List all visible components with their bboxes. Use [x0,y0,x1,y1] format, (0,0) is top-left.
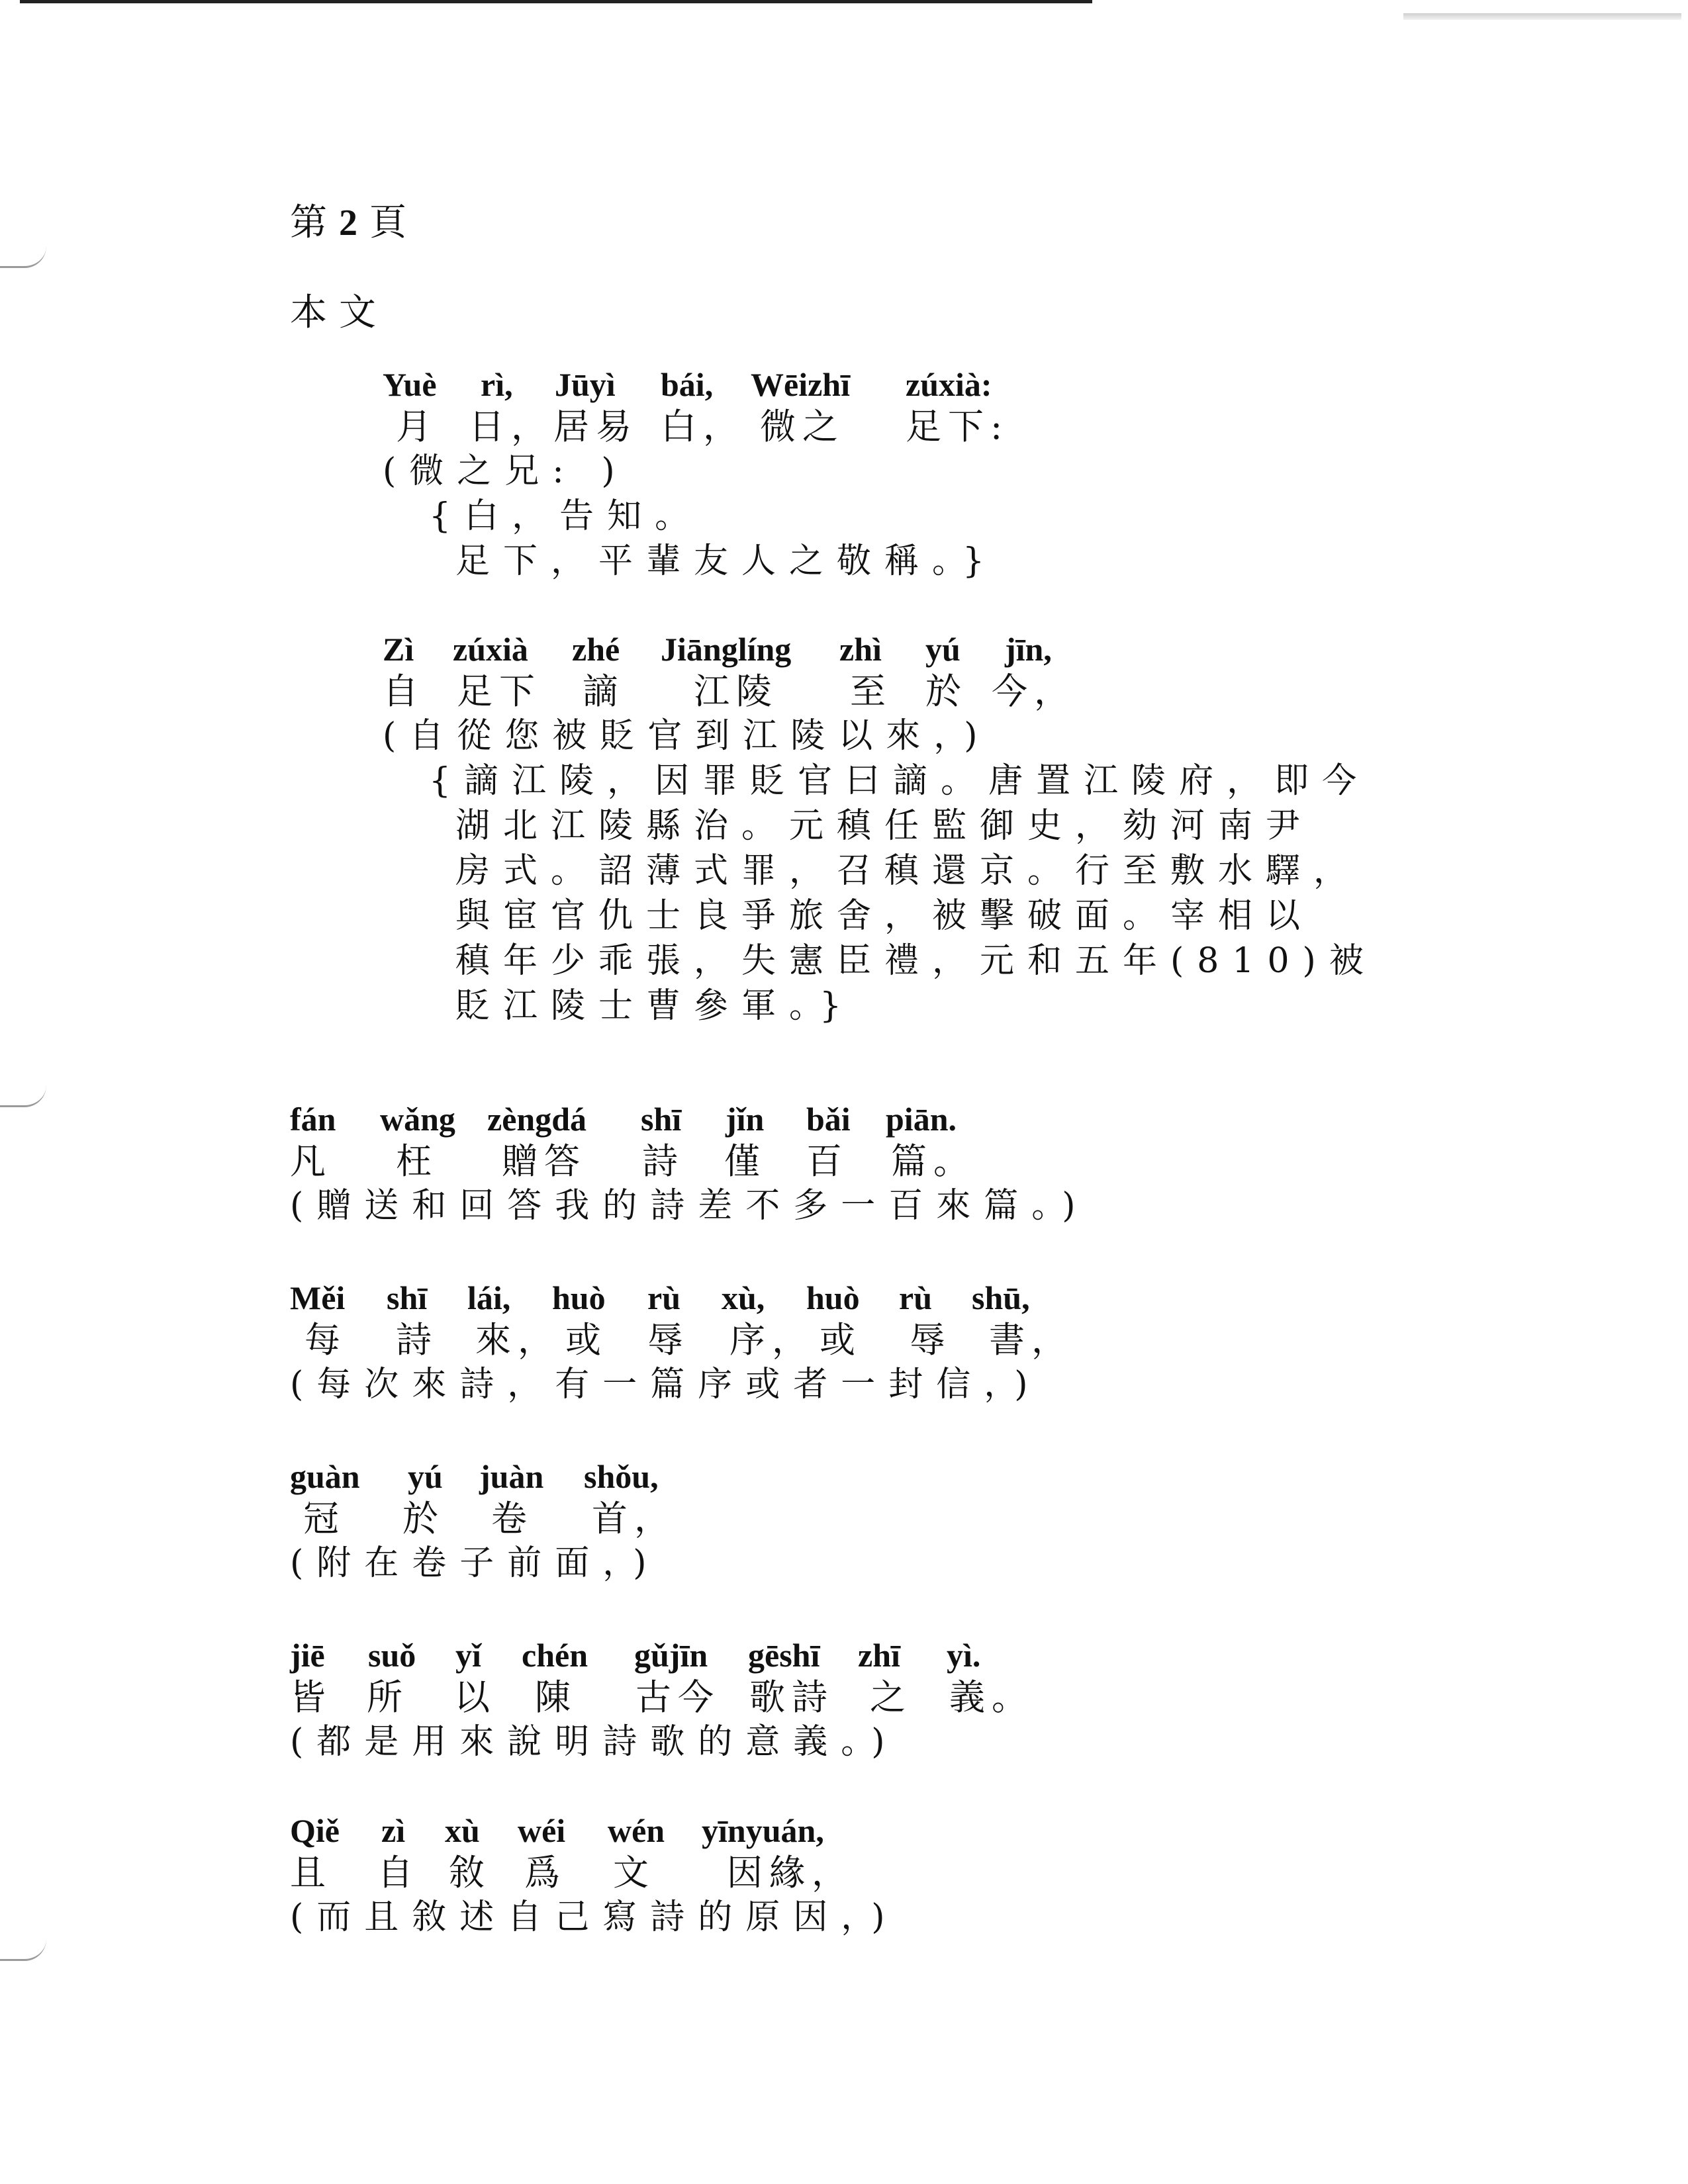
hanzi-word: 且 [290,1852,332,1893]
pinyin-line [383,364,1376,405]
translation-line: (贈送和回答我的詩差不多一百來篇。) [290,1186,1089,1226]
pinyin-syllable: piān. [886,1101,957,1138]
pinyin-syllable: Měi [290,1279,346,1316]
translation-line: (自從您被貶官到江陵以來，) [383,716,991,756]
hanzi-word: 首， [592,1498,677,1539]
stanza-7 [290,1810,1415,1940]
pinyin-syllable: shī [641,1101,682,1138]
hanzi-word: 或 [820,1319,862,1361]
hanzi-word: 陳 [535,1676,577,1718]
hanzi-word: 謫 [583,670,625,712]
scan-edge-shadow [1403,13,1681,20]
pinyin-syllable: zì [381,1812,406,1849]
pinyin-line [290,1810,1415,1851]
hanzi-word: 今， [992,670,1076,712]
pinyin-line [290,1456,1415,1497]
hanzi-word: 日，居易 [469,406,638,447]
pinyin-syllable: Zì [383,631,414,668]
hanzi-word: 月 [396,406,438,447]
pinyin-line [290,1277,1415,1318]
pinyin-syllable: gēshī [748,1637,820,1674]
pinyin-syllable: shǒu, [584,1458,659,1495]
hanzi-line [290,1140,1415,1183]
section-title: 本文 [290,291,388,334]
pinyin-syllable: yú [408,1458,443,1495]
hanzi-word: 以 [454,1676,496,1718]
pinyin-syllable: rù [899,1279,932,1316]
hanzi-word: 贈答 [502,1140,586,1182]
hanzi-word: 於 [402,1498,445,1539]
page-label-suffix: 頁 [369,201,418,244]
hanzi-word: 足下 [457,670,541,712]
stanza-6 [290,1635,1415,1764]
pinyin-syllable: zhī [858,1637,900,1674]
pinyin-syllable: yì. [947,1637,981,1674]
pinyin-syllable: suǒ [368,1637,416,1674]
hanzi-word: 辱 [647,1319,690,1361]
translation-line: (附在卷子前面，) [290,1543,660,1583]
pinyin-syllable: zhì [839,631,882,668]
pinyin-syllable: xù, [722,1279,765,1316]
hanzi-word: 古今 [635,1676,720,1718]
hanzi-word: 爲 [524,1852,567,1893]
pinyin-syllable: yú [925,631,961,668]
pinyin-syllable: Yuè [383,366,437,403]
hanzi-word: 因緣， [727,1852,854,1893]
pinyin-syllable: fán [290,1101,336,1138]
stanza-2 [383,629,1376,1028]
hanzi-word: 凡 [290,1140,332,1182]
pinyin-syllable: rì, [481,366,513,403]
translation-line: (而且敘述自己寫詩的原因，) [290,1897,898,1937]
page-number: 2 [339,203,369,244]
hanzi-word: 微之 [760,406,845,447]
hanzi-line [383,405,1376,449]
stanza-4 [290,1277,1415,1407]
hanzi-word: 來， [475,1319,560,1361]
hanzi-word: 枉 [396,1140,438,1182]
pinyin-syllable: zúxià [453,631,528,668]
punch-hole-mark [0,1939,46,1961]
page-label-prefix: 第 [290,201,339,244]
pinyin-syllable: Qiě [290,1812,340,1849]
pinyin-syllable: chén [522,1637,588,1674]
hanzi-word: 自 [377,1852,420,1893]
translation-line: (每次來詩，有一篇序或者一封信，) [290,1365,1041,1404]
hanzi-word: 序， [729,1319,814,1361]
pinyin-syllable: yīnyuán, [702,1812,824,1849]
pinyin-syllable: Jiānglíng [661,631,792,668]
hanzi-word: 自 [383,670,425,712]
pinyin-syllable: Wēizhī [751,366,850,403]
pinyin-syllable: wén [608,1812,665,1849]
hanzi-word: 冠 [303,1498,346,1539]
hanzi-word: 每 [305,1319,347,1361]
pinyin-syllable: rù [647,1279,680,1316]
translation-line: (微之兄: ) [383,451,628,491]
hanzi-word: 書， [989,1319,1074,1361]
note-line: 足下，平輩友人之敬稱。} [455,541,998,581]
hanzi-word: 義。 [949,1676,1034,1718]
note-line: 稹年少乖張，失憲臣禮，元和五年(810)被 [455,941,1377,981]
hanzi-word: 詩 [396,1319,438,1361]
pinyin-syllable: zhé [572,631,620,668]
hanzi-word: 詩 [642,1140,684,1182]
note-line: 湖北江陵縣治。元稹任監御史，劾河南尹 [455,806,1314,846]
hanzi-word: 或 [565,1319,608,1361]
hanzi-line [290,1851,1415,1895]
stanza-5 [290,1456,1415,1586]
hanzi-word: 江陵 [694,670,778,712]
note-line: 與宦官仇士良爭旅舍，被擊破面。宰相以 [455,896,1314,936]
hanzi-word: 文 [613,1852,655,1893]
note-line: {白，告知。 [429,496,703,536]
pinyin-syllable: jǐn [726,1101,765,1138]
hanzi-word: 皆 [290,1676,332,1718]
pinyin-syllable: zúxià: [906,366,992,403]
hanzi-line [383,670,1376,713]
pinyin-syllable: gǔjīn [634,1637,708,1674]
pinyin-syllable: xù [445,1812,480,1849]
hanzi-line [290,1318,1415,1362]
scan-edge-top [20,0,1092,3]
hanzi-word: 白， [661,406,745,447]
stanza-1 [383,364,1376,584]
pinyin-line [383,629,1376,670]
pinyin-syllable: lái, [467,1279,511,1316]
pinyin-syllable: huò [806,1279,860,1316]
pinyin-line [290,1099,1415,1140]
pinyin-syllable: Jūyì [555,366,616,403]
hanzi-word: 所 [367,1676,409,1718]
hanzi-word: 僅 [724,1140,767,1182]
hanzi-word: 至 [850,670,892,712]
pinyin-syllable: wǎng [380,1101,455,1138]
note-line: 貶江陵士曹參軍。} [455,986,855,1026]
pinyin-syllable: zèngdá [487,1101,586,1138]
pinyin-syllable: huò [552,1279,606,1316]
pinyin-syllable: shū, [972,1279,1030,1316]
punch-hole-mark [0,1085,46,1107]
pinyin-syllable: bái, [661,366,714,403]
hanzi-word: 足下: [906,406,1009,447]
pinyin-syllable: juàn [479,1458,544,1495]
hanzi-word: 百 [806,1140,849,1182]
translation-line: (都是用來說明詩歌的意義。) [290,1722,898,1762]
pinyin-syllable: wéi [518,1812,566,1849]
pinyin-line [290,1635,1415,1676]
hanzi-word: 之 [870,1676,912,1718]
hanzi-word: 卷 [491,1498,534,1539]
note-line: {謫江陵，因罪貶官曰謫。唐置江陵府，即今 [429,761,1370,801]
note-line: 房式。詔薄式罪，召稹還京。行至敷水驛， [455,851,1362,891]
pinyin-syllable: jiē [290,1637,325,1674]
stanza-3 [290,1099,1415,1228]
hanzi-word: 篇。 [891,1140,976,1182]
pinyin-syllable: jīn, [1005,631,1052,668]
hanzi-word: 敘 [449,1852,491,1893]
pinyin-syllable: yǐ [455,1637,481,1674]
hanzi-word: 歌詩 [749,1676,834,1718]
hanzi-line [290,1497,1415,1541]
page-label [290,193,418,246]
hanzi-word: 於 [925,670,968,712]
hanzi-word: 辱 [910,1319,952,1361]
pinyin-syllable: bǎi [806,1101,851,1138]
pinyin-syllable: shī [387,1279,428,1316]
punch-hole-mark [0,246,46,268]
hanzi-line [290,1676,1415,1719]
pinyin-syllable: guàn [290,1458,360,1495]
